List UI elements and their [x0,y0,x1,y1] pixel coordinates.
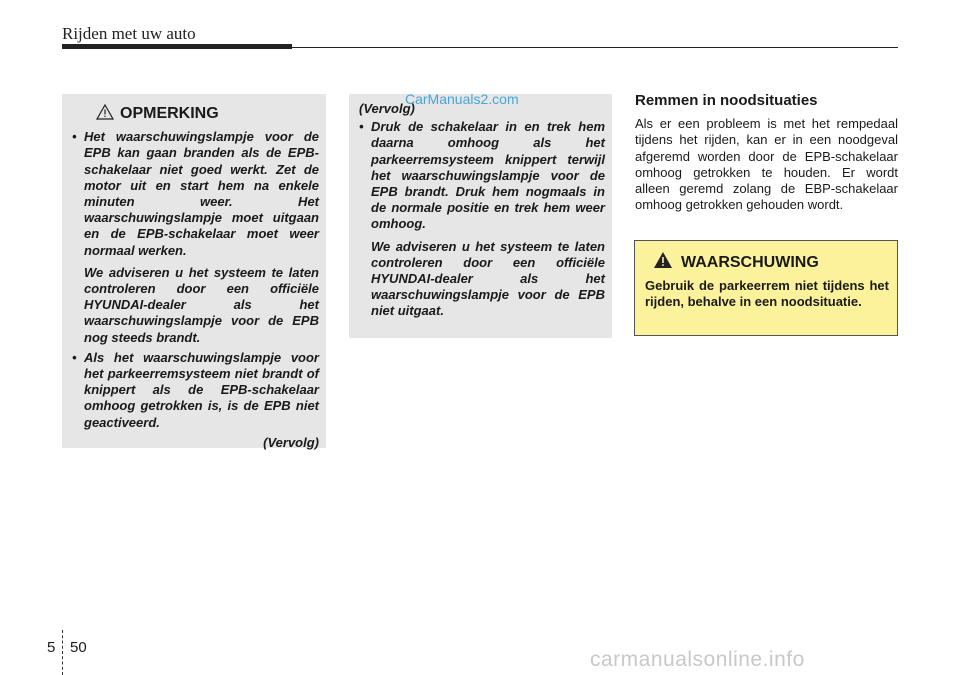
continued-box-label: (Vervolg) [359,101,415,116]
bullet-dot: • [72,349,77,365]
continued-bullet-text: Druk de schakelaar in en trek hem daarna omhoog als het parkeerremsysteem knippert terwijl het waarschuwingslampje voor de EPB brandt. Druk hem nogmaals in de normale positie en trek hem weer omhoog. [371,119,605,232]
note-box-heading [96,104,319,124]
page-header-title: Rijden met uw auto [62,24,196,43]
source-watermark: CarManuals2.com [405,91,519,107]
continued-paragraph: We adviseren u het systeem te laten controleren door een officiële HYUNDAI-dealer als het waarschuwingslampje voor de EPB niet uitgaat. [371,238,605,319]
bullet-dot: • [359,119,364,135]
caution-triangle-icon [96,104,114,124]
note-bullet-1-text: Het waarschuwingslampje voor de EPB kan gaan branden als de EPB-schakelaar niet goed werkt. Zet de motor uit en start hem na enkele minuten weer. Het waarschuwingslampje moet uitgaan en de EPB-schakelaar moet weer normaal werken. [84,129,319,258]
note-bullet-2 [72,350,319,431]
note-bullet-2-text: Als het waarschuwingslampje voor het parkeerremsysteem niet brandt of knippert als de EPB-schakelaar omhoog getrokken is, is de EPB niet geactiveerd. [84,349,319,430]
note-bullet-1 [72,129,319,259]
footer-site-watermark: carmanualsonline.info [590,648,805,671]
continued-bullet [359,119,605,232]
warning-box [634,240,898,336]
section-body: Als er een probleem is met het rempedaal tijdens het rijden, kan er in een noodgeval afgeremd worden door de EPB-schakelaar omhoog getrokken te houden. Er wordt alleen geremd zolang de EBP-schakelaar omhoog getrokken gehouden wordt. [635,116,898,213]
note-paragraph: We adviseren u het systeem te laten controleren door een officiële HYUNDAI-dealer als het waarschuwingslampje voor de EPB nog steeds brandt. [84,264,319,345]
bullet-dot: • [72,129,77,145]
footer-dashed-divider [62,630,63,675]
warning-triangle-icon [653,251,673,274]
footer-chapter-number: 5 [47,639,56,656]
note-box [62,94,326,448]
note-heading-label: OPMERKING [120,105,219,122]
header-thick-rule [62,44,292,49]
warning-text: Gebruik de parkeerrem niet tijdens het rijden, behalve in een noodsituatie. [645,278,889,309]
warning-heading-label: WAARSCHUWING [681,253,819,271]
header-thin-rule [292,47,898,48]
section-title: Remmen in noodsituaties [635,92,818,109]
note-continued-label: (Vervolg) [263,434,319,450]
footer-page-number: 50 [70,639,87,656]
warning-heading [653,251,889,274]
continued-box [349,94,612,338]
